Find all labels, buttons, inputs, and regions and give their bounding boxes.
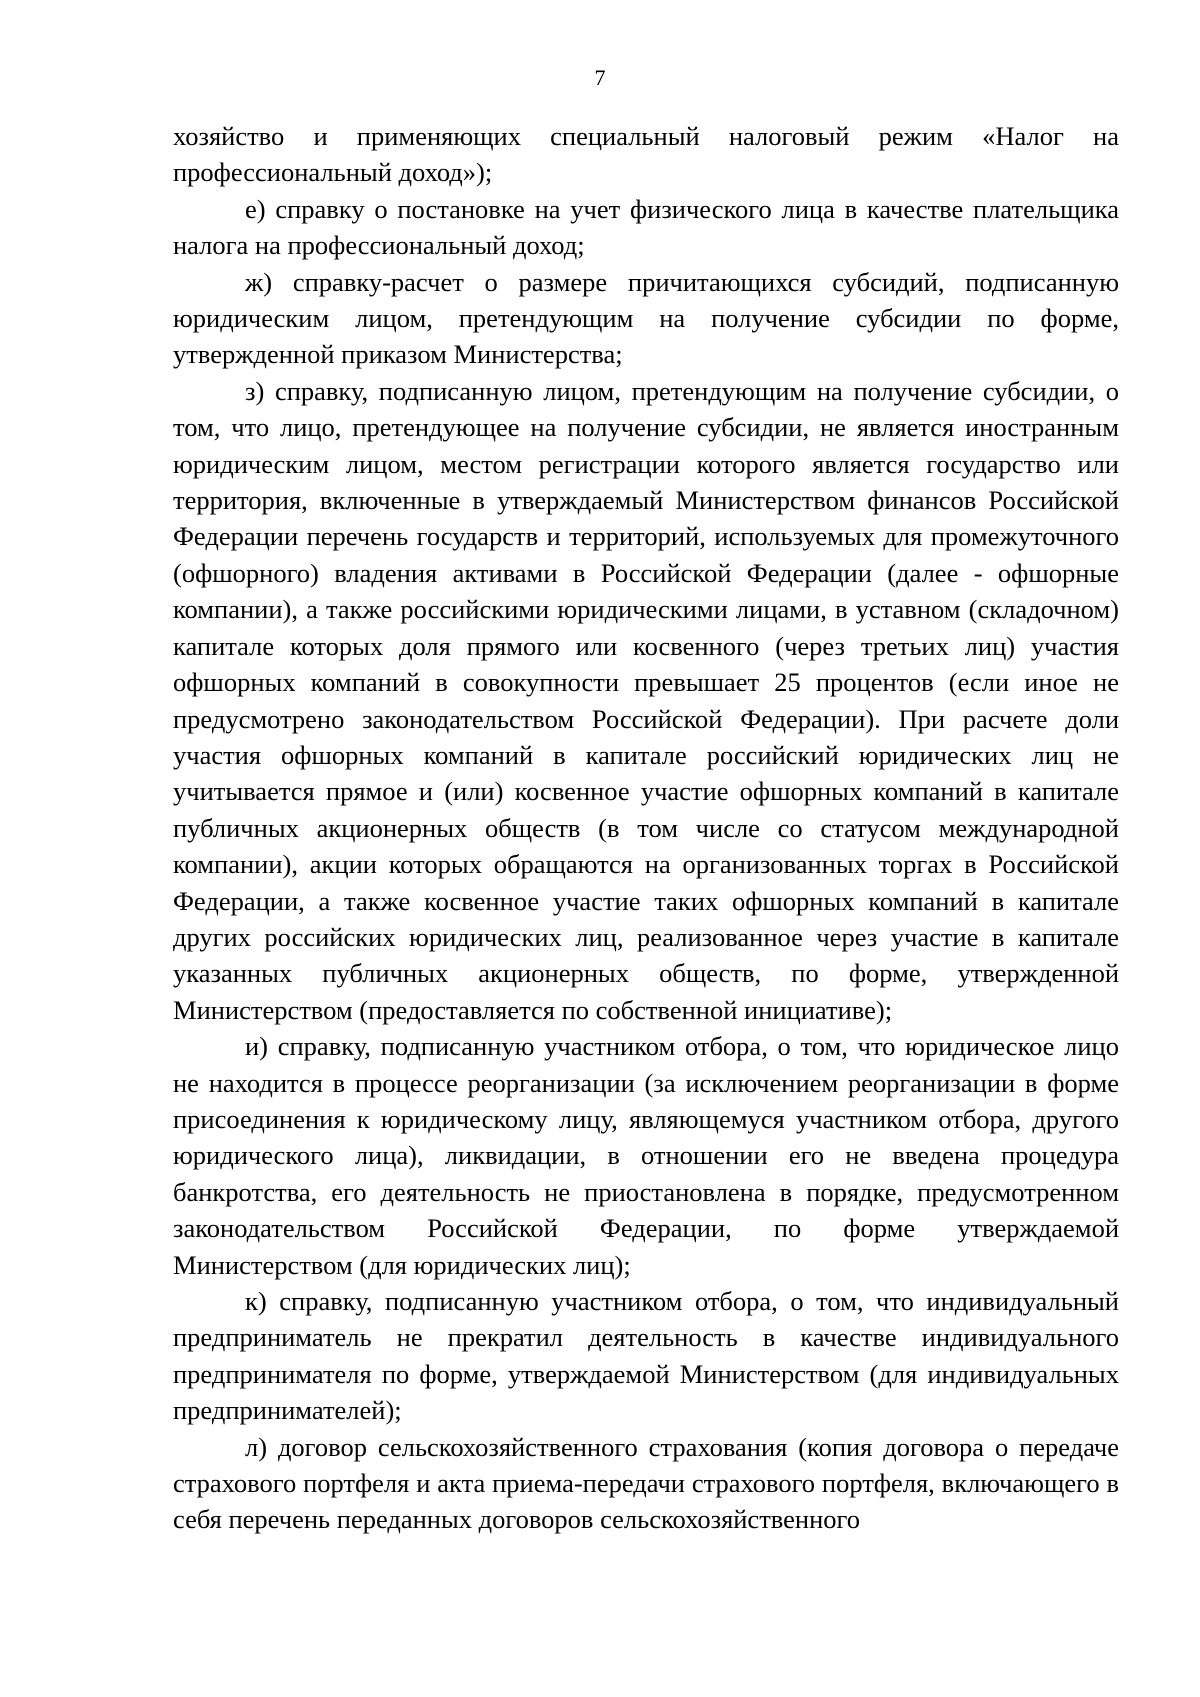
document-body xyxy=(173,118,1119,1538)
paragraph-item-i: и) справку, подписанную участником отбора, о том, что юридическое лицо не находится в процессе реорганизации (за исключением реорганизации в форме присоединения к юридическому лицу, являющемуся участником отбора, другого юридического лица), ликвидации, в отношении его не введена процедура банкротства, его деятельность не приостановлена в порядке, предусмотренном законодательством Российской Федерации, по форме утверждаемой Министерством (для юридических лиц); xyxy=(173,1031,1119,1280)
paragraph-item-zh: ж) справку-расчет о размере причитающихся субсидий, подписанную юридическим лицом, претендующим на получение субсидии по форме, утвержденной приказом Министерства; xyxy=(173,266,1119,370)
paragraph-item-k: к) справку, подписанную участником отбора, о том, что индивидуальный предприниматель не прекратил деятельность в качестве индивидуального предпринимателя по форме, утверждаемой Министерством (для индивидуальных предпринимателей); xyxy=(173,1286,1119,1426)
paragraph-item-l: л) договор сельскохозяйственного страхования (копия договора о передаче страхового портфеля и акта приема-передачи страхового портфеля, включающего в себя перечень переданных договоров сельскохозяйственного xyxy=(173,1431,1119,1535)
paragraph-continuation: хозяйство и применяющих специальный налоговый режим «Налог на профессиональный доход»); xyxy=(173,121,1119,188)
page-number: 7 xyxy=(594,65,606,90)
paragraph-item-e: е) справку о постановке на учет физического лица в качестве плательщика налога на профессиональный доход; xyxy=(173,193,1119,261)
paragraph-item-z: з) справку, подписанную лицом, претендующим на получение субсидии, о том, что лицо, претендующее на получение субсидии, не является иностранным юридическим лицом, местом регистрации которого является государство или территория, включенные в утверждаемый Министерством финансов Российской Федерации перечень государств и территорий, используемых для промежуточного (офшорного) владения активами в Российской Федерации (далее - офшорные компании), а также российскими юридическими лицами, в уставном (складочном) капитале которых доля прямого или косвенного (через третьих лиц) участия офшорных компаний в совокупности превышает 25 процентов (если иное не предусмотрено законодательством Российской Федерации). При расчете доли участия офшорных компаний в капитале российский юридических лиц не учитывается прямое и (или) косвенное участие офшорных компаний в капитале публичных акционерных обществ (в том числе со статусом международной компании), акции которых обращаются на организованных торгах в Российской Федерации, а также косвенное участие таких офшорных компаний в капитале других российских юридических лиц, реализованное через участие в капитале указанных публичных акционерных обществ, по форме, утвержденной Министерством (предоставляется по собственной инициативе); xyxy=(173,375,1119,1025)
